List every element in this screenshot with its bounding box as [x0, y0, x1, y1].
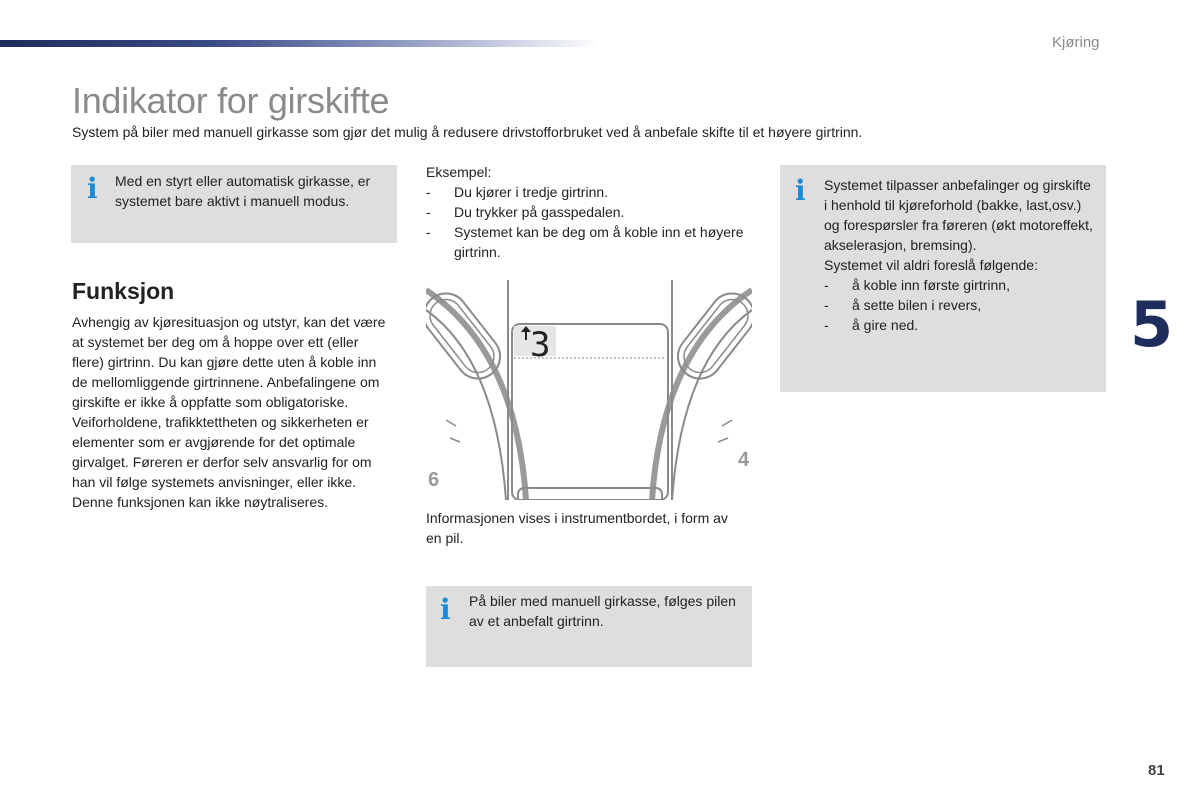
- header-gradient-bar: [0, 40, 600, 47]
- instrument-cluster-drawing: [426, 280, 752, 500]
- info-icon: i: [440, 593, 451, 626]
- info-note-text: Med en styrt eller automatisk girkasse, er systemet bare aktivt i manuell modus.: [115, 173, 371, 209]
- section-title: Kjøring: [1052, 34, 1100, 51]
- gauge-number-right: 4: [738, 449, 750, 471]
- funksjon-body: Avhengig av kjøresituasjon og utstyr, kan det være at systemet ber deg om å hoppe over ett (eller flere) girtrinn. Du kan gjøre dette uten å koble inn de mellomliggende girtrinnene. Anbefalingene om girskifte er ikke å oppfatte som obligatoriske. Veiforholdene, trafikktettheten og sikkerheten er elementer som er avgjørende for det optimale girvalget. Føreren er derfor selv ansvarlig for om han vil følge systemets anvisninger, eller ikke. Denne funksjonen kan ikke nøytraliseres.: [72, 314, 386, 510]
- info-note-list: [824, 275, 1096, 335]
- list-item: - Du trykker på gasspedalen.: [426, 202, 746, 222]
- list-item: - å koble inn første girtrinn,: [824, 275, 1096, 295]
- list-item: - Systemet kan be deg om å koble inn et høyere girtrinn.: [426, 222, 746, 262]
- info-note-system: [780, 165, 1106, 392]
- page-title: Indikator for girskifte: [72, 80, 390, 121]
- recommended-gear-label: 3: [530, 325, 551, 365]
- page-subtitle: System på biler med manuell girkasse som gjør det mulig å redusere drivstofforbruket ved å anbefale skifte til et høyere girtrinn.: [72, 124, 863, 140]
- info-note-manual-mode: [71, 165, 397, 243]
- info-note-text: På biler med manuell girkasse, følges pilen av et anbefalt girtrinn.: [469, 593, 736, 629]
- info-note-text: Systemet tilpasser anbefalinger og girskifte i henhold til kjøreforhold (bakke, last,osv.) og forespørsler fra føreren (økt motoreffekt, akselerasjon, bremsing).: [824, 177, 1093, 253]
- example-label: Eksempel:: [426, 164, 492, 180]
- info-note-content: [824, 175, 1096, 335]
- info-icon: i: [795, 174, 806, 207]
- info-icon: i: [87, 172, 98, 205]
- page-number: 81: [1148, 762, 1165, 779]
- list-item: - å sette bilen i revers,: [824, 295, 1096, 315]
- section-heading-funksjon: Funksjon: [72, 278, 175, 304]
- list-item: - Du kjører i tredje girtrinn.: [426, 182, 746, 202]
- info-note-arrow: [426, 586, 752, 667]
- chapter-number: 5: [1130, 288, 1174, 361]
- example-block: [426, 162, 746, 262]
- gauge-number-left: 6: [428, 469, 440, 491]
- instrument-cluster-illustration: [426, 280, 752, 500]
- list-item: - å gire ned.: [824, 315, 1096, 335]
- figure-caption: Informasjonen vises i instrumentbordet, i form av en pil.: [426, 510, 728, 546]
- info-note-intro: Systemet vil aldri foreslå følgende:: [824, 257, 1038, 273]
- example-list: [426, 182, 746, 262]
